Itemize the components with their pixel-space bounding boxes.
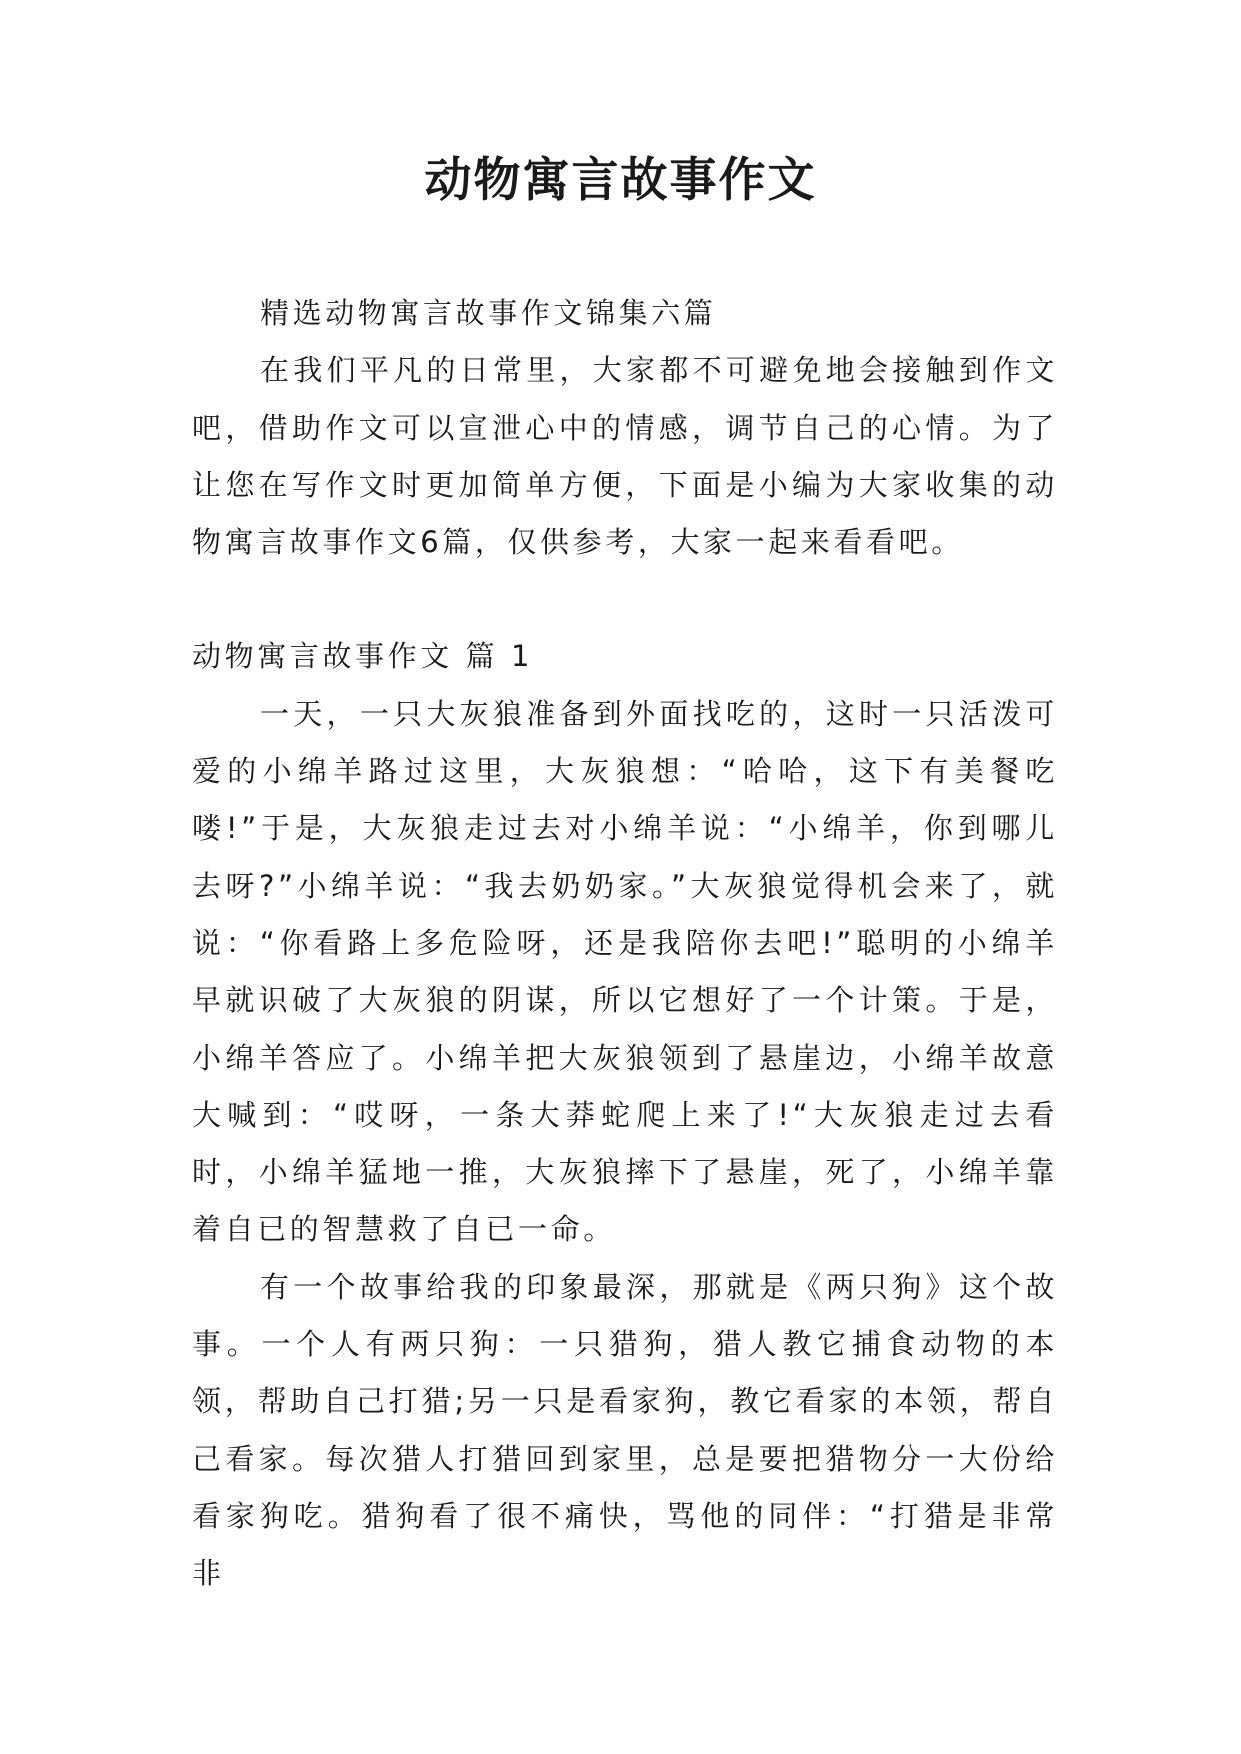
document-subtitle: 精选动物寓言故事作文锦集六篇 bbox=[260, 296, 717, 330]
body-paragraph: 有一个故事给我的印象最深，那就是《两只狗》这个故事。一个人有两只狗：一只猎狗，猎人教它捕食动物的本领，帮助自己打猎;另一只是看家狗，教它看家的本领，帮自己看家。每次猎人打猎回到家里，总是要把猎物分一大份给看家狗吃。猎狗看了很不痛快，骂他的同伴：“打猎是非常非 bbox=[192, 1269, 1058, 1591]
document-body bbox=[192, 285, 1058, 1603]
intro-paragraph: 在我们平凡的日常里，大家都不可避免地会接触到作文吧，借助作文可以宣泄心中的情感，调节自己的心情。为了让您在写作文时更加简单方便，下面是小编为大家收集的动物寓言故事作文6篇，仅供参考，大家一起来看看吧。 bbox=[192, 353, 1058, 560]
body-paragraph: 一天，一只大灰狼准备到外面找吃的，这时一只活泼可爱的小绵羊路过这里，大灰狼想：“哈哈，这下有美餐吃喽!”于是，大灰狼走过去对小绵羊说：“小绵羊，你到哪儿去呀?”小绵羊说：“我去奶奶家。”大灰狼觉得机会来了，就说：“你看路上多危险呀，还是我陪你去吧!”聪明的小绵羊早就识破了大灰狼的阴谋，所以它想好了一个计策。于是，小绵羊答应了。小绵羊把大灰狼领到了悬崖边，小绵羊故意大喊到：“哎呀，一条大莽蛇爬上来了!“大灰狼走过去看时，小绵羊猛地一推，大灰狼摔下了悬崖，死了，小绵羊靠着自已的智慧救了自已一命。 bbox=[192, 696, 1058, 1247]
document-title: 动物寓言故事作文 bbox=[424, 153, 817, 208]
section-heading: 动物寓言故事作文 篇 1 bbox=[192, 639, 534, 674]
